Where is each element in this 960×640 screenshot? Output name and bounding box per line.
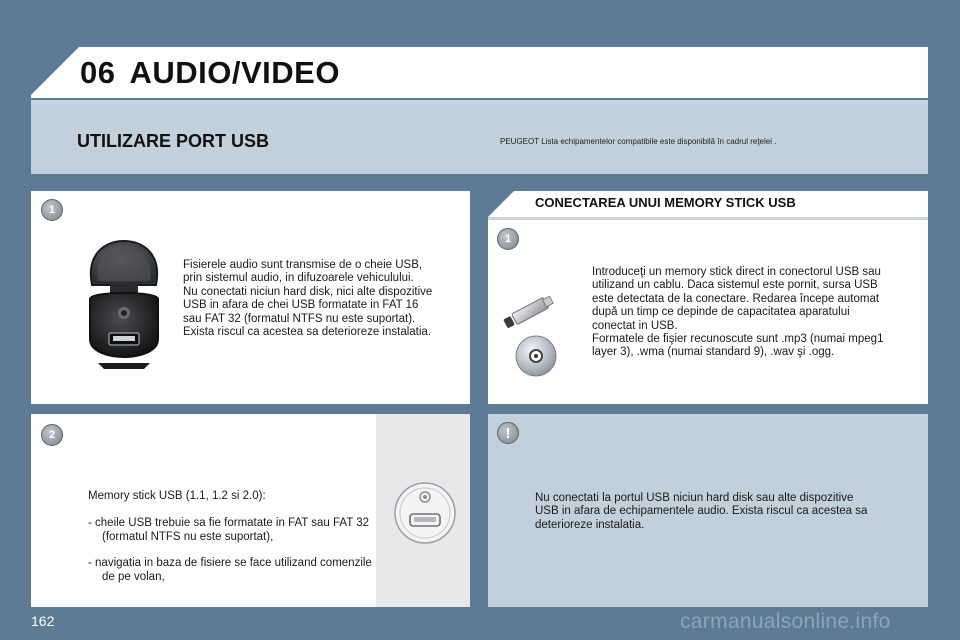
specs-intro: Memory stick USB (1.1, 1.2 si 2.0):: [88, 490, 266, 503]
page-title: [80, 55, 340, 91]
connect-title: CONECTAREA UNUI MEMORY STICK USB: [535, 195, 796, 210]
step-badge-2: 2: [41, 424, 63, 446]
section-title: UTILIZARE PORT USB: [77, 131, 269, 151]
memory-stick-and-disc-illustration: [502, 290, 562, 380]
chapter-title: AUDIO/VIDEO: [129, 55, 340, 90]
warning-text: Nu conectati la portul USB niciun hard disk sau alte dispozitive USB in afara de echipamentele audio. Exista riscul ca acestea sa deterioreze instalatia.: [535, 492, 868, 531]
list-item: - navigatia in baza de fisiere se face utilizand comenzile de pe volan,: [88, 557, 372, 583]
chapter-number: 06: [80, 55, 116, 90]
connect-description: Introduceţi un memory stick direct in conectorul USB sau utilizand un cablu. Daca sistemul este pornit, sursa USB este detectata de la conectare. Redarea începe automat după un timp ce depinde de capacitatea aparatului conectat in USB. Formatele de fişier recunoscute sunt .mp3 (numai mpeg1 layer 3), .wma (numai standard 9), .wav şi .ogg.: [592, 266, 884, 359]
warning-icon: !: [497, 422, 519, 444]
list-item: - cheile USB trebuie sa fie formatate in FAT sau FAT 32 (formatul NTFS nu este suportat),: [88, 517, 370, 543]
page-number: 162: [31, 613, 55, 629]
step-badge-1: 1: [41, 199, 63, 221]
compatibility-note: PEUGEOT Lista echipamentelor compatibile este disponibilă în cadrul reţelei .: [500, 137, 777, 146]
usb-socket-illustration: [84, 237, 164, 371]
watermark: carmanualsonline.info: [680, 610, 891, 633]
step-badge-1: 1: [497, 228, 519, 250]
memory-stick-specs: [88, 477, 373, 598]
usb-port-description: Fisierele audio sunt transmise de o cheie USB, prin sistemul audio, in difuzoarele vehiculului. Nu conectati niciun hard disk, nici alte dispozitive USB in afara de chei USB formatate in FAT 16 sau FAT 32 (formatul NTFS nu este suportat). Exista riscul ca acestea sa deterioreze instalatia.: [183, 259, 433, 339]
usb-port-outline-icon: [390, 480, 460, 546]
